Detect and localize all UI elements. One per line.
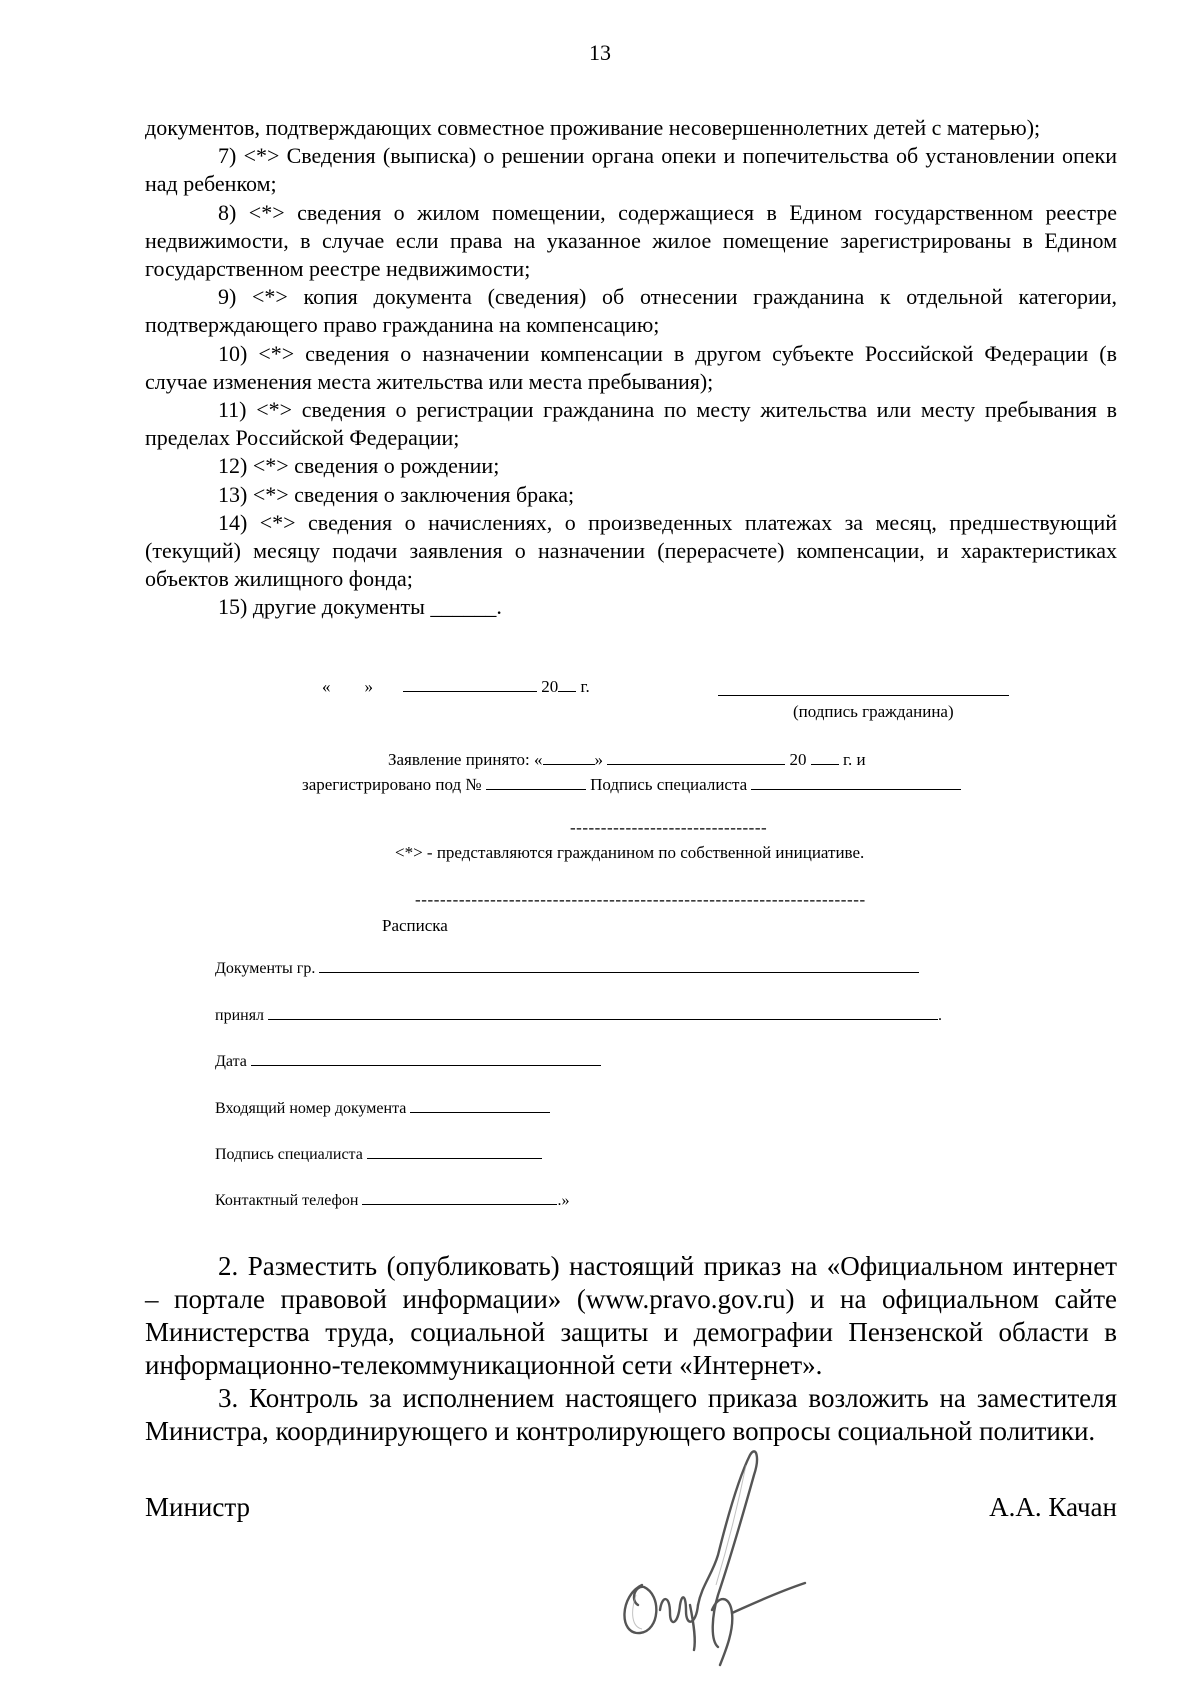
number-blank bbox=[486, 788, 586, 790]
year-prefix: 20 bbox=[541, 677, 559, 696]
accepted-year-suffix: г. и bbox=[843, 750, 866, 769]
day-blank bbox=[543, 763, 595, 765]
receipt-documents-row bbox=[215, 960, 919, 978]
accepted-line bbox=[388, 750, 866, 770]
paragraph-2: 2. Разместить (опубликовать) настоящий приказ на «Официальном интернет – портале правовой информации» (www.pravo.gov.ru) и на официальном сайте Министерства труда, социальной защиты и демографии Пензенской области в информационно-телекоммуникационной сети «Интернет». bbox=[145, 1251, 1117, 1380]
accepted-year-prefix: 20 bbox=[789, 750, 807, 769]
receipt-title: Расписка bbox=[382, 916, 448, 935]
date-blank bbox=[251, 1064, 601, 1066]
accepted-label: Заявление принято: « bbox=[388, 750, 543, 769]
phone-blank bbox=[362, 1203, 557, 1205]
accepted-by-blank bbox=[268, 1018, 938, 1020]
month-blank bbox=[403, 690, 537, 692]
incoming-number-blank bbox=[410, 1111, 550, 1113]
receipt-specialist-label: Подпись специалиста bbox=[215, 1146, 363, 1163]
footnote-text: <*> - представляются гражданином по собственной инициативе. bbox=[395, 843, 865, 862]
cut-line: ------------------------------------------------------------------------ bbox=[415, 890, 866, 909]
main-paragraphs bbox=[145, 1250, 1117, 1448]
paragraph-3: 3. Контроль за исполнением настоящего приказа возложить на заместителя Министра, координирующего и контролирующего вопросы социальной политики. bbox=[145, 1383, 1117, 1446]
accepted-by-label: принял bbox=[215, 1007, 265, 1024]
list-item: 8) <*> сведения о жилом помещении, содержащиеся в Едином государственном реестре недвижимости, в случае если права на указанное жилое помещение зарегистрированы в Едином государственном реестре недвижимости; bbox=[145, 199, 1117, 282]
receipt-accepted-row bbox=[215, 1007, 942, 1025]
list-item: 9) <*> копия документа (сведения) об отнесении гражданина к отдельной категории, подтверждающего право гражданина на компенсацию; bbox=[145, 284, 1117, 338]
accepted-by-end: . bbox=[938, 1007, 943, 1024]
signature-title: Министр bbox=[145, 1492, 250, 1522]
year-blank bbox=[558, 690, 576, 692]
signature-name: А.А. Качан bbox=[989, 1492, 1117, 1522]
date-label: Дата bbox=[215, 1053, 247, 1070]
registered-line bbox=[302, 775, 961, 795]
receipt-specialist-row bbox=[215, 1146, 542, 1164]
list-item: 10) <*> сведения о назначении компенсации в другом субъекте Российской Федерации (в случае изменения места жительства или места пребывания); bbox=[145, 340, 1117, 394]
documents-blank bbox=[319, 971, 919, 973]
accepted-close-quote: » bbox=[594, 750, 603, 769]
receipt-phone-row bbox=[215, 1192, 569, 1210]
date-line bbox=[322, 677, 590, 697]
receipt-specialist-blank bbox=[367, 1157, 542, 1159]
year-suffix: г. bbox=[580, 677, 590, 696]
list-item: 13) <*> сведения о заключения брака; bbox=[218, 481, 575, 507]
receipt-incoming-row bbox=[215, 1100, 550, 1118]
footnote-separator: -------------------------------- bbox=[570, 818, 768, 837]
list-item: 12) <*> сведения о рождении; bbox=[218, 453, 500, 479]
citizen-signature-line bbox=[718, 695, 1009, 696]
open-quote: « bbox=[322, 677, 331, 696]
year-blank bbox=[811, 763, 839, 765]
specialist-signature-blank bbox=[751, 788, 961, 790]
documents-label: Документы гр. bbox=[215, 960, 316, 977]
receipt-date-row bbox=[215, 1053, 601, 1071]
document-list bbox=[145, 114, 1117, 622]
specialist-signature-label: Подпись специалиста bbox=[590, 775, 748, 794]
incoming-number-label: Входящий номер документа bbox=[215, 1100, 407, 1117]
phone-end: .» bbox=[557, 1192, 570, 1209]
list-item: 7) <*> Сведения (выписка) о решении органа опеки и попечительства об установлении опеки над ребенком; bbox=[145, 143, 1117, 197]
list-item: документов, подтверждающих совместное проживание несовершеннолетних детей с матерью); bbox=[145, 115, 1041, 140]
phone-label: Контактный телефон bbox=[215, 1192, 359, 1209]
citizen-signature-caption: (подпись гражданина) bbox=[793, 702, 954, 721]
list-item: 14) <*> сведения о начислениях, о произведенных платежах за месяц, предшествующий (текущий) месяцу подачи заявления о назначении (перерасчете) компенсации, и характеристиках объектов жилищного фонда; bbox=[145, 509, 1117, 592]
month-blank bbox=[607, 763, 785, 765]
list-item: 15) другие документы ______. bbox=[218, 594, 502, 620]
handwritten-signature bbox=[600, 1435, 820, 1675]
list-item: 11) <*> сведения о регистрации гражданина по месту жительства или месту пребывания в пределах Российской Федерации; bbox=[145, 397, 1117, 451]
page-number: 13 bbox=[589, 40, 611, 65]
registered-label: зарегистрировано под № bbox=[302, 775, 482, 794]
close-quote: » bbox=[364, 677, 373, 696]
